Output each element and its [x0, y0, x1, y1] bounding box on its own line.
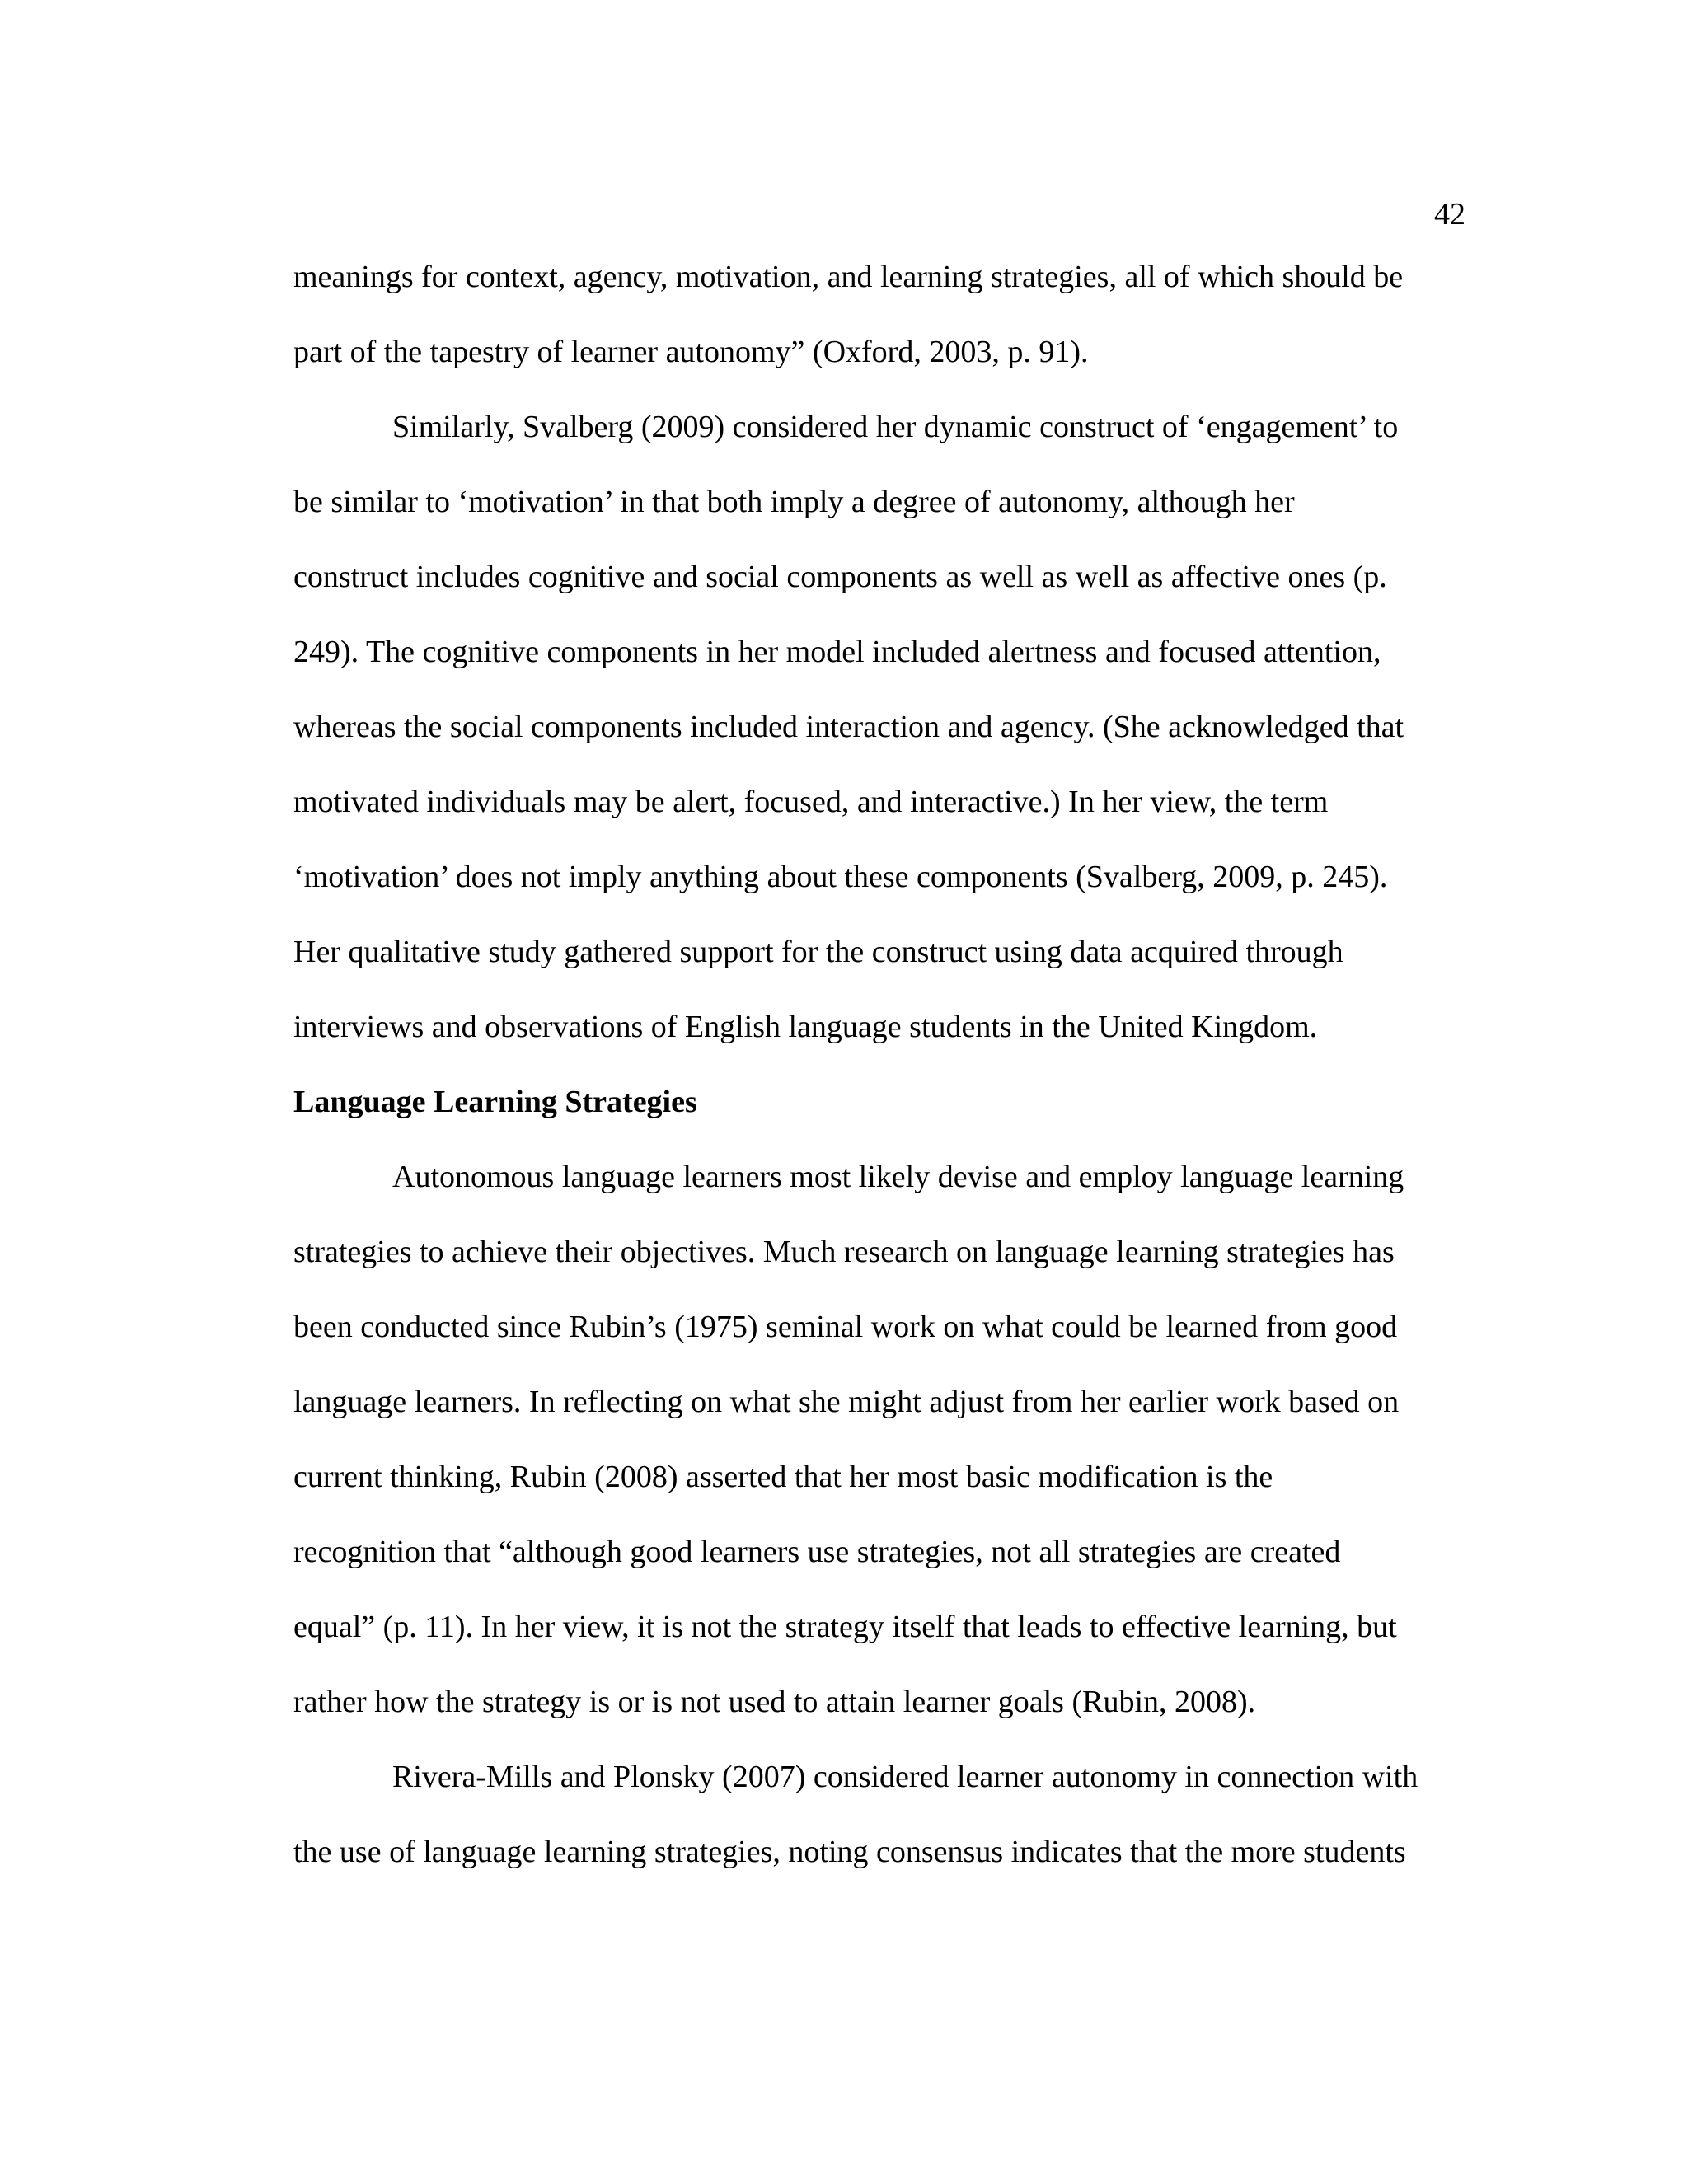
text-line: construct includes cognitive and social components as well as well as affective ones (p.: [293, 560, 1387, 594]
section-heading-text: Language Learning Strategies: [293, 1085, 697, 1119]
text-line: current thinking, Rubin (2008) asserted that her most basic modification is the: [293, 1460, 1273, 1494]
text-line: interviews and observations of English language students in the United Kingdom.: [293, 1010, 1318, 1044]
text-line: whereas the social components included interaction and agency. (She acknowledged that: [293, 710, 1404, 744]
text-line: 249). The cognitive components in her model included alertness and focused attention,: [293, 635, 1381, 669]
page-number: 42: [1434, 197, 1465, 232]
text-line: ‘motivation’ does not imply anything about these components (Svalberg, 2009, p. 245).: [293, 860, 1388, 894]
text-line: motivated individuals may be alert, focused, and interactive.) In her view, the term: [293, 785, 1329, 819]
body-text: [293, 257, 1472, 1907]
text-line: meanings for context, agency, motivation, and learning strategies, all of which should be: [293, 260, 1404, 294]
text-line: equal” (p. 11). In her view, it is not the strategy itself that leads to effective learning, but: [293, 1610, 1397, 1644]
text-line: Autonomous language learners most likely devise and employ language learning: [392, 1160, 1404, 1194]
text-line: recognition that “although good learners use strategies, not all strategies are created: [293, 1535, 1341, 1569]
text-line: the use of language learning strategies, noting consensus indicates that the more students: [293, 1835, 1406, 1869]
text-line: strategies to achieve their objectives. Much research on language learning strategies has: [293, 1235, 1395, 1269]
text-line: been conducted since Rubin’s (1975) seminal work on what could be learned from good: [293, 1310, 1398, 1344]
text-line: part of the tapestry of learner autonomy” (Oxford, 2003, p. 91).: [293, 335, 1089, 369]
text-line: Rivera-Mills and Plonsky (2007) considered learner autonomy in connection with: [392, 1760, 1418, 1794]
text-line: be similar to ‘motivation’ in that both imply a degree of autonomy, although her: [293, 485, 1295, 519]
paragraph-rivera-mills: [293, 1757, 1472, 1907]
paragraph-autonomous-learners: [293, 1157, 1472, 1757]
paragraph-continuation: [293, 257, 1472, 407]
text-line: Similarly, Svalberg (2009) considered her dynamic construct of ‘engagement’ to: [392, 410, 1399, 444]
text-line: rather how the strategy is or is not used to attain learner goals (Rubin, 2008).: [293, 1685, 1256, 1719]
paragraph-svalberg: [293, 407, 1472, 1082]
text-line: Her qualitative study gathered support for the construct using data acquired through: [293, 935, 1343, 969]
text-line: language learners. In reflecting on what she might adjust from her earlier work based on: [293, 1385, 1400, 1419]
section-heading: [293, 1082, 1472, 1157]
